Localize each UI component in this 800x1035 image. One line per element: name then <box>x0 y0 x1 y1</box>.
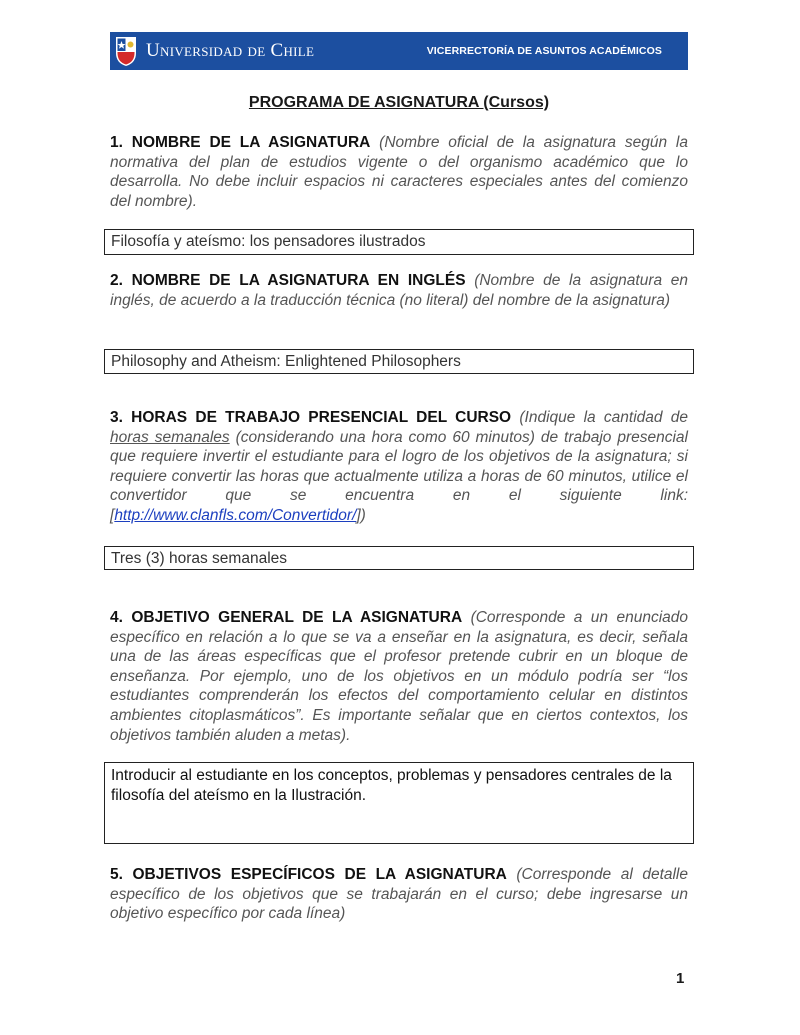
section-3-note <box>110 409 688 524</box>
converter-link[interactable]: http://www.clanfls.com/Convertidor/ <box>114 506 357 524</box>
section-3-note-underline: horas semanales <box>110 428 230 446</box>
section-3-heading: 3. HORAS DE TRABAJO PRESENCIAL DEL CURSO <box>110 409 512 426</box>
page-title: PROGRAMA DE ASIGNATURA (Cursos) <box>248 94 550 111</box>
section-5-note: (Corresponde al detalle específico de los objetivos que se trabajarán en el curso; debe ingresarse un objetivo específico por cada línea) <box>110 866 688 923</box>
section-1-note: (Nombre oficial de la asignatura según la normativa del plan de estudios vigente o del organismo académico que lo desarrolla. No debe incluir espacios ni caracteres especiales antes del comienzo del nombre). <box>110 134 688 210</box>
section-2-note: (Nombre de la asignatura en inglés, de acuerdo a la traducción técnica (no literal) del nombre de la asignatura) <box>110 272 688 309</box>
section-1-answer-field[interactable]: Filosofía y ateísmo: los pensadores ilustrados <box>104 229 694 255</box>
section-3-description <box>110 408 688 526</box>
header-banner <box>110 32 688 70</box>
section-3-note-c: ]) <box>356 506 366 524</box>
section-3-answer-field[interactable]: Tres (3) horas semanales <box>104 546 694 570</box>
section-2-answer-field[interactable]: Philosophy and Atheism: Enlightened Philosophers <box>104 349 694 374</box>
section-4-answer-field[interactable]: Introducir al estudiante en los conceptos, problemas y pensadores centrales de la filosofía del ateísmo en la Ilustración. <box>104 762 694 844</box>
section-4-note: (Corresponde a un enunciado específico en relación a lo que se va a enseñar en la asignatura, es decir, señala una de las áreas específicas que el profesor pretende cubrir en un bloque de enseñanza. Por ejemplo, uno de los objetivos en un módulo podría ser “los estudiantes comprenderán los efectos del comportamiento celular en distintos ambientes citoplasmáticos”. Es importante señalar que en ciertos contextos, los objetivos también aluden a metas). <box>110 609 688 744</box>
university-name: Universidad de Chile <box>146 40 315 61</box>
page-number: 1 <box>676 970 685 987</box>
section-2-description <box>110 271 688 310</box>
section-4-description <box>110 608 688 745</box>
section-3-note-a: (Indique la cantidad de <box>519 409 688 426</box>
section-2-heading: 2. NOMBRE DE LA ASIGNATURA EN INGLÉS <box>110 272 466 289</box>
office-name: VICERRECTORÍA DE ASUNTOS ACADÉMICOS <box>426 45 662 57</box>
section-1-heading: 1. NOMBRE DE LA ASIGNATURA <box>110 134 371 151</box>
section-1-description <box>110 133 688 211</box>
section-5-description <box>110 865 688 924</box>
section-3-note-b: (considerando una hora como 60 minutos) de trabajo presencial que requiere invertir el estudiante para el logro de los objetivos de la asignatura; si requiere convertir las horas que actualmente utiliza a horas de 60 minutos, utilice el convertidor que se encuentra en el siguiente link: [ <box>110 428 688 524</box>
section-4-heading: 4. OBJETIVO GENERAL DE LA ASIGNATURA <box>110 609 463 626</box>
section-5-heading: 5. OBJETIVOS ESPECÍFICOS DE LA ASIGNATURA <box>110 866 507 883</box>
university-crest-icon <box>114 35 138 67</box>
